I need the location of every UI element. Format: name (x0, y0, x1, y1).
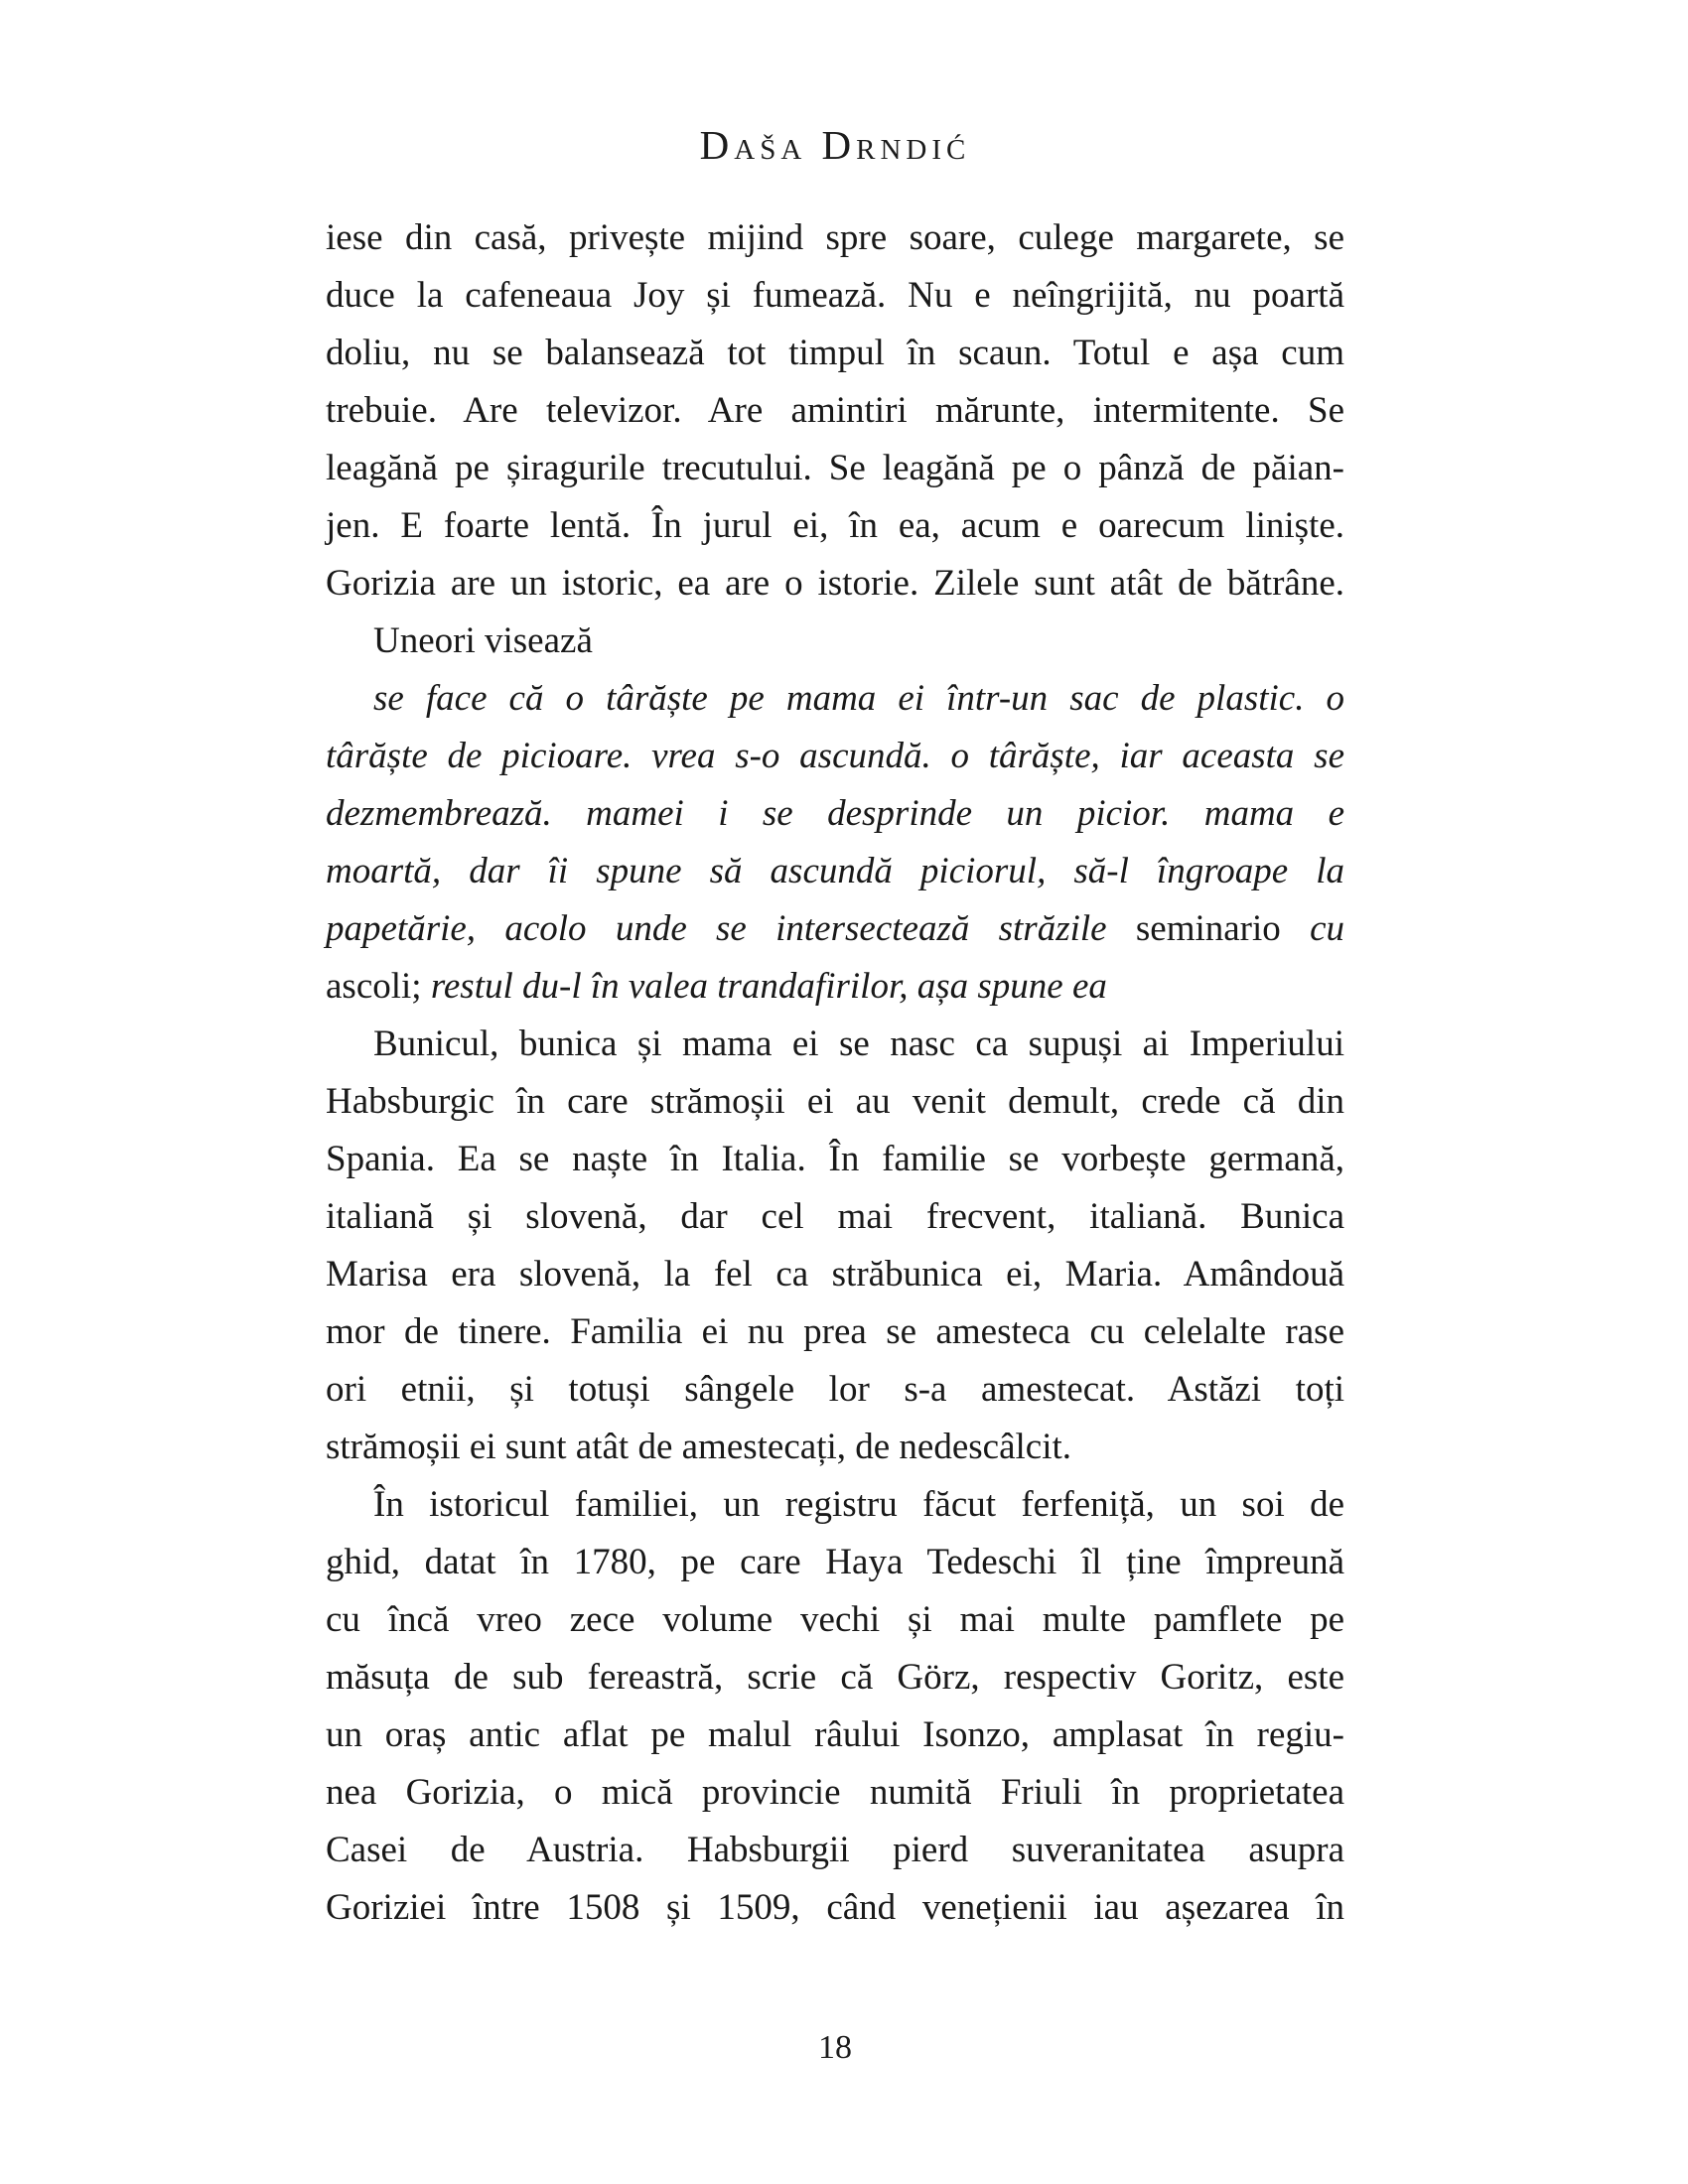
text-line: iese din casă, privește mijind spre soare, culege margarete, se (326, 217, 1344, 258)
text-line: măsuța de sub fereastră, scrie că Görz, respectiv Goritz, este (326, 1657, 1344, 1698)
text-line: un oraș antic aflat pe malul râului Isonzo, amplasat în regiu- (326, 1714, 1344, 1755)
text-line: doliu, nu se balansează tot timpul în scaun. Totul e așa cum (326, 333, 1344, 373)
text-line: se face că o târăște pe mama ei într-un sac de plastic. o (373, 678, 1344, 719)
text-line: cu încă vreo zece volume vechi și mai multe pamflete pe (326, 1599, 1344, 1640)
text-line: Habsburgic în care strămoșii ei au venit demult, crede că din (326, 1081, 1344, 1122)
text-line: Marisa era slovenă, la fel ca străbunica ei, Maria. Amândouă (326, 1254, 1344, 1295)
page-number: 18 (818, 2029, 852, 2066)
text-line: italiană și slovenă, dar cel mai frecvent, italiană. Bunica (326, 1196, 1344, 1237)
text-line: duce la cafeneaua Joy și fumează. Nu e neîngrijită, nu poartă (326, 275, 1344, 316)
text-line: strămoșii ei sunt atât de amestecați, de nedescâlcit. (326, 1427, 1072, 1467)
text-line: moartă, dar îi spune să ascundă piciorul, să-l îngroape la (326, 851, 1344, 891)
text-line: ghid, datat în 1780, pe care Haya Tedeschi îl ține împreună (326, 1542, 1344, 1582)
text-line: Gorizia are un istoric, ea are o istorie. Zilele sunt atât de bătrâne. (326, 563, 1344, 604)
body-text (326, 209, 1344, 1937)
text-line: dezmembrează. mamei i se desprinde un picior. mama e (326, 793, 1344, 834)
text-line: mor de tinere. Familia ei nu prea se amesteca cu celelalte rase (326, 1311, 1344, 1352)
text-line: ori etnii, și totuși sângele lor s-a amestecat. Astăzi toți (326, 1369, 1344, 1410)
text-line: trebuie. Are televizor. Are amintiri mărunte, intermitente. Se (326, 390, 1344, 431)
italic-text-segment: restul du-l în valea trandafirilor, așa spune ea (430, 966, 1107, 1007)
text-line: Bunicul, bunica și mama ei se nasc ca supuși ai Imperiului (373, 1024, 1344, 1064)
text-line: Goriziei între 1508 și 1509, când venețienii iau așezarea în (326, 1887, 1344, 1928)
italic-text-segment: papetărie, acolo unde se intersectează străzile (326, 908, 1136, 949)
roman-text-segment: seminario (1135, 908, 1311, 949)
text-line: În istoricul familiei, un registru făcut ferfeniță, un soi de (373, 1484, 1344, 1525)
italic-text-segment: cu (1310, 908, 1344, 949)
text-line: târăște de picioare. vrea s-o ascundă. o târăște, iar aceasta se (326, 736, 1344, 776)
text-line: jen. E foarte lentă. În jurul ei, în ea, acum e oarecum liniște. (326, 505, 1344, 546)
text-line: nea Gorizia, o mică provincie numită Friuli în proprietatea (326, 1772, 1344, 1813)
text-line: Casei de Austria. Habsburgii pierd suveranitatea asupra (326, 1830, 1344, 1870)
text-line: Spania. Ea se naște în Italia. În familie se vorbește germană, (326, 1139, 1344, 1179)
text-line: Uneori visează (373, 620, 593, 661)
text-line (326, 900, 1344, 958)
text-line: leagănă pe șiragurile trecutului. Se leagănă pe o pânză de păian- (326, 448, 1344, 488)
text-line (326, 958, 1344, 1016)
roman-text-segment: ascoli; (326, 966, 431, 1007)
running-header-author: Daša Drndić (699, 122, 971, 168)
